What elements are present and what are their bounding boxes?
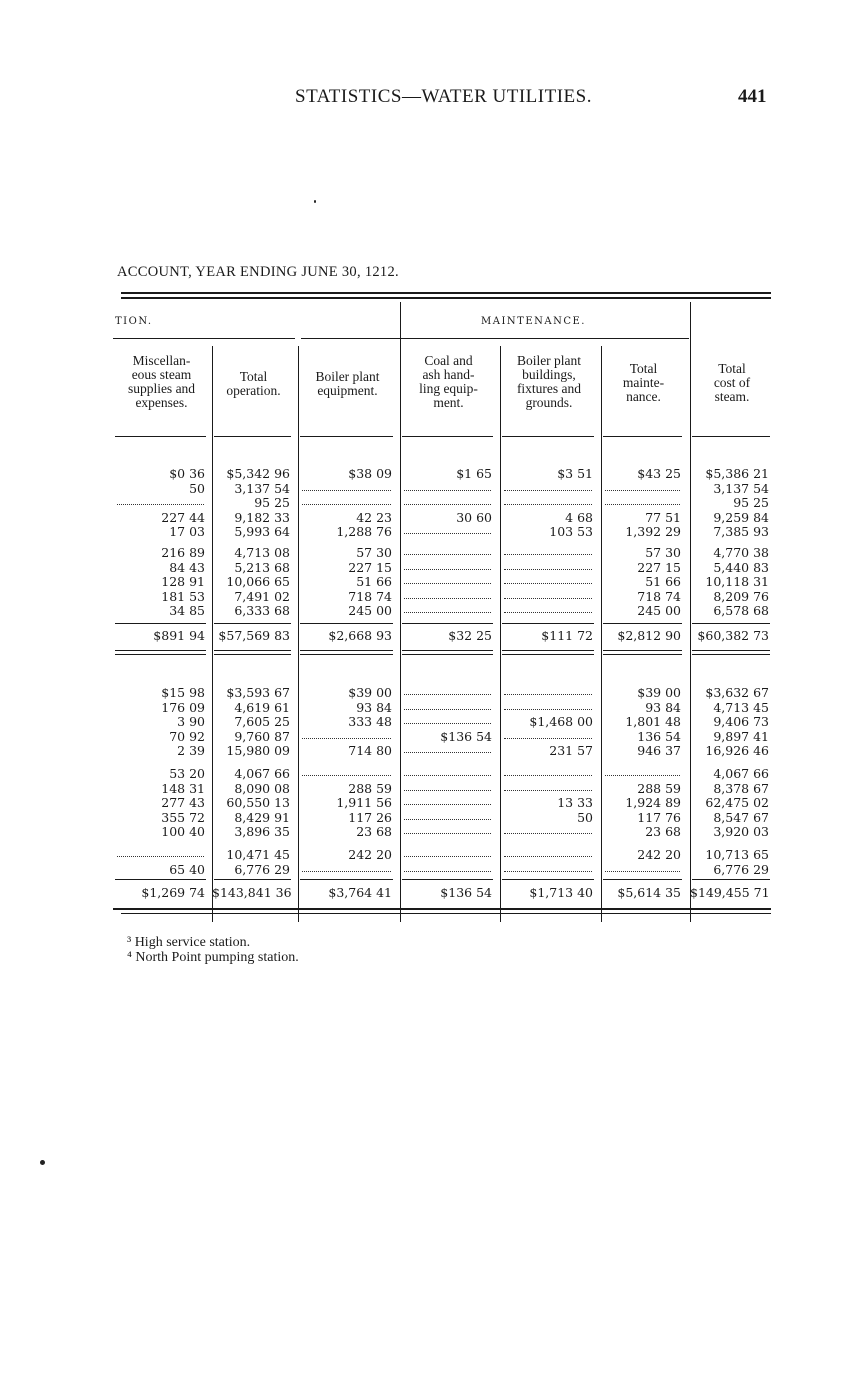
section2-cell: 8,429 91 bbox=[234, 809, 290, 825]
header-rule bbox=[603, 436, 682, 437]
total-rule bbox=[402, 650, 493, 651]
section2-total-cell: $1,713 40 bbox=[529, 885, 593, 901]
section1-cell: 51 66 bbox=[356, 574, 392, 590]
subtotal-rule bbox=[603, 879, 682, 880]
section2-cell: 8,090 08 bbox=[234, 780, 290, 796]
section1-total-cell: $60,382 73 bbox=[697, 628, 769, 643]
dot-leader bbox=[504, 504, 592, 505]
subtotal-rule bbox=[502, 879, 594, 880]
section2-cell: 3,896 35 bbox=[234, 824, 290, 840]
ink-speck bbox=[314, 200, 316, 203]
section1-cell: 216 89 bbox=[161, 545, 205, 560]
section2-cell: 1,801 48 bbox=[625, 714, 681, 730]
dot-leader bbox=[504, 871, 592, 872]
section2-cell: 9,406 73 bbox=[713, 714, 769, 730]
section2-cell: 4,619 61 bbox=[234, 699, 290, 715]
dot-leader bbox=[504, 583, 592, 584]
total-rule bbox=[692, 654, 770, 655]
dot-leader bbox=[404, 833, 491, 834]
footnote: ⁴ North Point pumping station. bbox=[127, 950, 299, 965]
section2-cell: 100 40 bbox=[161, 824, 205, 840]
section1-cell: 4,713 08 bbox=[234, 545, 290, 560]
section2-cell: 6,776 29 bbox=[713, 861, 769, 877]
column-header-line: equipment. bbox=[317, 383, 378, 398]
section2-cell: 9,760 87 bbox=[234, 728, 290, 744]
dot-leader bbox=[302, 775, 391, 776]
bottom-rule bbox=[121, 913, 771, 914]
dot-leader bbox=[504, 569, 592, 570]
section2-cell: 16,926 46 bbox=[705, 743, 769, 759]
section2-cell: 3 90 bbox=[177, 714, 205, 730]
dot-leader bbox=[504, 598, 592, 599]
dot-leader bbox=[302, 490, 391, 491]
subtotal-rule bbox=[300, 623, 393, 624]
column-header-line: Total bbox=[718, 361, 746, 376]
section2-cell: $15 98 bbox=[161, 685, 205, 700]
dot-leader bbox=[504, 790, 592, 791]
column-header bbox=[113, 354, 210, 410]
section2-total-cell: $136 54 bbox=[440, 885, 492, 901]
section1-cell: 1,288 76 bbox=[336, 524, 392, 540]
section1-total-cell: $32 25 bbox=[448, 628, 492, 643]
header-rule bbox=[502, 436, 594, 437]
section2-cell: 148 31 bbox=[161, 780, 205, 796]
section1-cell: 1,392 29 bbox=[625, 524, 681, 540]
section1-cell: 3,137 54 bbox=[234, 480, 290, 496]
footnote: ³ High service station. bbox=[127, 935, 251, 950]
section2-cell: 15,980 09 bbox=[226, 743, 290, 759]
dot-leader bbox=[605, 775, 680, 776]
section2-cell: $3,593 67 bbox=[226, 685, 290, 700]
section2-cell: 1,911 56 bbox=[336, 795, 392, 811]
section2-cell: 65 40 bbox=[169, 861, 205, 877]
dot-leader bbox=[302, 738, 391, 739]
column-header-line: Coal and bbox=[424, 353, 473, 368]
section1-cell: 718 74 bbox=[348, 588, 392, 604]
section2-total-cell: $149,455 71 bbox=[690, 885, 770, 901]
column-header bbox=[500, 354, 598, 410]
section2-cell: 333 48 bbox=[348, 714, 392, 730]
section1-cell: 227 15 bbox=[637, 559, 681, 575]
subtotal-rule bbox=[300, 879, 393, 880]
dot-leader bbox=[404, 569, 491, 570]
dot-leader bbox=[504, 775, 592, 776]
dot-leader bbox=[504, 833, 592, 834]
section2-cell: 242 20 bbox=[348, 847, 392, 862]
subtotal-rule bbox=[214, 623, 291, 624]
total-rule bbox=[502, 650, 594, 651]
section1-cell: $5,342 96 bbox=[226, 466, 290, 481]
section2-cell: 8,378 67 bbox=[713, 780, 769, 796]
section1-cell: 95 25 bbox=[254, 495, 290, 511]
section2-cell: 288 59 bbox=[637, 780, 681, 796]
statistics-table bbox=[113, 292, 774, 932]
total-rule bbox=[502, 654, 594, 655]
section1-cell: 4 68 bbox=[565, 509, 593, 525]
column-header-line: grounds. bbox=[525, 395, 573, 410]
column-header-line: eous steam bbox=[131, 367, 192, 382]
section2-cell: 277 43 bbox=[161, 795, 205, 811]
dot-leader bbox=[302, 871, 391, 872]
section1-cell: 10,066 65 bbox=[226, 574, 290, 590]
section2-cell: 714 80 bbox=[348, 743, 392, 759]
bottom-rule bbox=[113, 908, 771, 910]
dot-leader bbox=[404, 709, 491, 710]
total-rule bbox=[692, 650, 770, 651]
page-header-title: STATISTICS—WATER UTILITIES. bbox=[295, 86, 592, 107]
subtotal-rule bbox=[402, 879, 493, 880]
section2-cell: 3,920 03 bbox=[713, 824, 769, 840]
section2-cell: $3,632 67 bbox=[705, 685, 769, 700]
dot-leader bbox=[504, 856, 592, 857]
section1-cell: 227 15 bbox=[348, 559, 392, 575]
section1-total-cell: $57,569 83 bbox=[218, 628, 290, 643]
section1-cell: 227 44 bbox=[161, 509, 205, 525]
dot-leader bbox=[504, 612, 592, 613]
subtotal-rule bbox=[402, 623, 493, 624]
section1-cell: $5,386 21 bbox=[705, 466, 769, 481]
section1-cell: 128 91 bbox=[161, 574, 205, 590]
section2-cell: 10,471 45 bbox=[226, 847, 290, 862]
section2-cell: 355 72 bbox=[161, 809, 205, 825]
column-header bbox=[601, 362, 686, 404]
total-rule bbox=[402, 654, 493, 655]
dot-leader bbox=[404, 856, 491, 857]
section2-cell: 288 59 bbox=[348, 780, 392, 796]
section1-cell: 10,118 31 bbox=[705, 574, 769, 590]
section2-cell: $136 54 bbox=[440, 728, 492, 744]
header-rule bbox=[214, 436, 291, 437]
total-rule bbox=[603, 650, 682, 651]
section1-cell: 6,578 68 bbox=[713, 603, 769, 619]
section2-cell: 6,776 29 bbox=[234, 861, 290, 877]
dot-leader bbox=[404, 723, 491, 724]
section1-cell: 245 00 bbox=[348, 603, 392, 619]
section1-cell: 34 85 bbox=[169, 603, 205, 619]
dot-leader bbox=[504, 709, 592, 710]
section1-cell: 181 53 bbox=[161, 588, 205, 604]
dot-leader bbox=[404, 871, 491, 872]
dot-leader bbox=[605, 490, 680, 491]
dot-leader bbox=[404, 804, 491, 805]
section1-cell: 17 03 bbox=[169, 524, 205, 540]
total-rule bbox=[603, 654, 682, 655]
dot-leader bbox=[404, 598, 491, 599]
subtotal-rule bbox=[692, 879, 770, 880]
subtotal-rule bbox=[115, 879, 206, 880]
total-rule bbox=[214, 650, 291, 651]
section1-cell: 3,137 54 bbox=[713, 480, 769, 496]
section1-cell: 4,770 38 bbox=[713, 545, 769, 560]
section2-cell: 946 37 bbox=[637, 743, 681, 759]
section1-cell: 50 bbox=[189, 480, 205, 496]
column-header-line: operation. bbox=[226, 383, 281, 398]
section1-cell: $0 36 bbox=[169, 466, 205, 481]
header-rule bbox=[402, 436, 493, 437]
subtotal-rule bbox=[502, 623, 594, 624]
dot-leader bbox=[404, 752, 491, 753]
group-rule bbox=[301, 338, 689, 339]
section2-cell: 10,713 65 bbox=[705, 847, 769, 862]
dot-leader bbox=[404, 819, 491, 820]
dot-leader bbox=[404, 533, 491, 534]
subtotal-rule bbox=[603, 623, 682, 624]
section2-cell: 8,547 67 bbox=[713, 809, 769, 825]
section2-cell: 4,067 66 bbox=[234, 766, 290, 781]
column-header-line: Total bbox=[629, 361, 658, 376]
section2-cell: 117 76 bbox=[637, 809, 681, 825]
section1-cell: 42 23 bbox=[356, 509, 392, 525]
section1-cell: 103 53 bbox=[549, 524, 593, 540]
dot-leader bbox=[404, 694, 491, 695]
section1-cell: 7,491 02 bbox=[234, 588, 290, 604]
column-header-line: nance. bbox=[626, 389, 661, 404]
section1-cell: 95 25 bbox=[733, 495, 769, 511]
column-header-line: steam. bbox=[714, 389, 750, 404]
subtotal-rule bbox=[692, 623, 770, 624]
section1-cell: 5,440 83 bbox=[713, 559, 769, 575]
dot-leader bbox=[117, 856, 204, 857]
section1-total-cell: $2,812 90 bbox=[617, 628, 681, 643]
column-header-line: Boiler plant bbox=[516, 353, 582, 368]
section2-cell: 53 20 bbox=[169, 766, 205, 781]
total-rule bbox=[214, 654, 291, 655]
header-rule bbox=[692, 436, 770, 437]
column-header-line: fixtures and bbox=[516, 381, 582, 396]
section1-cell: $1 65 bbox=[456, 466, 492, 481]
section2-cell: 117 26 bbox=[348, 809, 392, 825]
section1-cell: 84 43 bbox=[169, 559, 205, 575]
section2-cell: $1,468 00 bbox=[529, 714, 593, 730]
section2-cell: 4,713 45 bbox=[713, 699, 769, 715]
section2-cell: 23 68 bbox=[356, 824, 392, 840]
section1-cell: 57 30 bbox=[356, 545, 392, 560]
top-rule bbox=[121, 297, 771, 299]
section1-cell: 51 66 bbox=[645, 574, 681, 590]
dot-leader bbox=[504, 554, 592, 555]
section2-cell: 242 20 bbox=[637, 847, 681, 862]
section1-cell: 8,209 76 bbox=[713, 588, 769, 604]
section1-cell: $38 09 bbox=[348, 466, 392, 481]
total-rule bbox=[300, 650, 393, 651]
section1-cell: 77 51 bbox=[645, 509, 681, 525]
dot-leader bbox=[404, 790, 491, 791]
column-header-line: ash hand- bbox=[422, 367, 475, 382]
section2-total-cell: $1,269 74 bbox=[141, 885, 205, 901]
dot-leader bbox=[302, 504, 391, 505]
total-rule bbox=[300, 654, 393, 655]
total-rule bbox=[115, 654, 206, 655]
section2-cell: 7,605 25 bbox=[234, 714, 290, 730]
section1-total-cell: $891 94 bbox=[153, 628, 205, 643]
column-header-line: Boiler plant bbox=[315, 369, 380, 384]
section2-total-cell: $3,764 41 bbox=[328, 885, 392, 901]
section2-cell: 50 bbox=[577, 809, 593, 825]
dot-leader bbox=[117, 504, 204, 505]
section1-cell: $3 51 bbox=[557, 466, 593, 481]
column-header-line: supplies and bbox=[127, 381, 196, 396]
section2-cell: $39 00 bbox=[637, 685, 681, 700]
section2-cell: $39 00 bbox=[348, 685, 392, 700]
dot-leader bbox=[504, 738, 592, 739]
section2-cell: 2 39 bbox=[177, 743, 205, 759]
section2-cell: 176 09 bbox=[161, 699, 205, 715]
section2-cell: 93 84 bbox=[645, 699, 681, 715]
section1-cell: 718 74 bbox=[637, 588, 681, 604]
dot-leader bbox=[404, 504, 491, 505]
dot-leader bbox=[404, 612, 491, 613]
account-title: ACCOUNT, YEAR ENDING JUNE 30, 1212. bbox=[117, 264, 399, 280]
dot-leader bbox=[504, 694, 592, 695]
section2-cell: 13 33 bbox=[557, 795, 593, 811]
group-label-operation: TION. bbox=[115, 316, 153, 327]
top-rule bbox=[121, 292, 771, 294]
section1-cell: 5,213 68 bbox=[234, 559, 290, 575]
dot-leader bbox=[605, 504, 680, 505]
dot-leader bbox=[404, 554, 491, 555]
section1-cell: 6,333 68 bbox=[234, 603, 290, 619]
section1-cell: 57 30 bbox=[645, 545, 681, 560]
column-header-line: ling equip- bbox=[419, 381, 478, 396]
column-header bbox=[690, 362, 774, 404]
section1-cell: $43 25 bbox=[637, 466, 681, 481]
column-header-line: mainte- bbox=[622, 375, 665, 390]
section1-cell: 9,259 84 bbox=[713, 509, 769, 525]
column-header bbox=[400, 354, 497, 410]
section1-cell: 5,993 64 bbox=[234, 524, 290, 540]
subtotal-rule bbox=[214, 879, 291, 880]
column-header-line: Miscellan- bbox=[132, 353, 191, 368]
section2-total-cell: $5,614 35 bbox=[617, 885, 681, 901]
section2-cell: 231 57 bbox=[549, 743, 593, 759]
section1-total-cell: $2,668 93 bbox=[328, 628, 392, 643]
page-number: 441 bbox=[738, 86, 767, 107]
dot-leader bbox=[605, 871, 680, 872]
total-rule bbox=[115, 650, 206, 651]
column-header bbox=[298, 370, 397, 398]
section2-total-cell: $143,841 36 bbox=[212, 885, 292, 901]
section2-cell: 4,067 66 bbox=[713, 766, 769, 781]
section2-cell: 62,475 02 bbox=[705, 795, 769, 811]
dot-leader bbox=[504, 490, 592, 491]
section1-total-cell: $111 72 bbox=[541, 628, 593, 643]
column-header-line: cost of bbox=[713, 375, 751, 390]
section2-cell: 9,897 41 bbox=[713, 728, 769, 744]
subtotal-rule bbox=[115, 623, 206, 624]
section2-cell: 136 54 bbox=[637, 728, 681, 744]
section1-cell: 9,182 33 bbox=[234, 509, 290, 525]
column-header bbox=[212, 370, 295, 398]
section2-cell: 70 92 bbox=[169, 728, 205, 744]
ink-speck bbox=[40, 1160, 45, 1165]
dot-leader bbox=[404, 490, 491, 491]
section1-cell: 245 00 bbox=[637, 603, 681, 619]
header-rule bbox=[115, 436, 206, 437]
column-header-line: expenses. bbox=[135, 395, 188, 410]
section1-cell: 7,385 93 bbox=[713, 524, 769, 540]
section2-cell: 60,550 13 bbox=[226, 795, 290, 811]
header-rule bbox=[300, 436, 393, 437]
section2-cell: 1,924 89 bbox=[625, 795, 681, 811]
group-label-maintenance: MAINTENANCE. bbox=[481, 316, 586, 327]
column-header-line: Total bbox=[239, 369, 268, 384]
dot-leader bbox=[404, 775, 491, 776]
section1-cell: 30 60 bbox=[456, 509, 492, 525]
column-header-line: buildings, bbox=[522, 367, 576, 382]
dot-leader bbox=[404, 583, 491, 584]
section2-cell: 23 68 bbox=[645, 824, 681, 840]
column-header-line: ment. bbox=[433, 395, 464, 410]
group-rule bbox=[113, 338, 295, 339]
section2-cell: 93 84 bbox=[356, 699, 392, 715]
